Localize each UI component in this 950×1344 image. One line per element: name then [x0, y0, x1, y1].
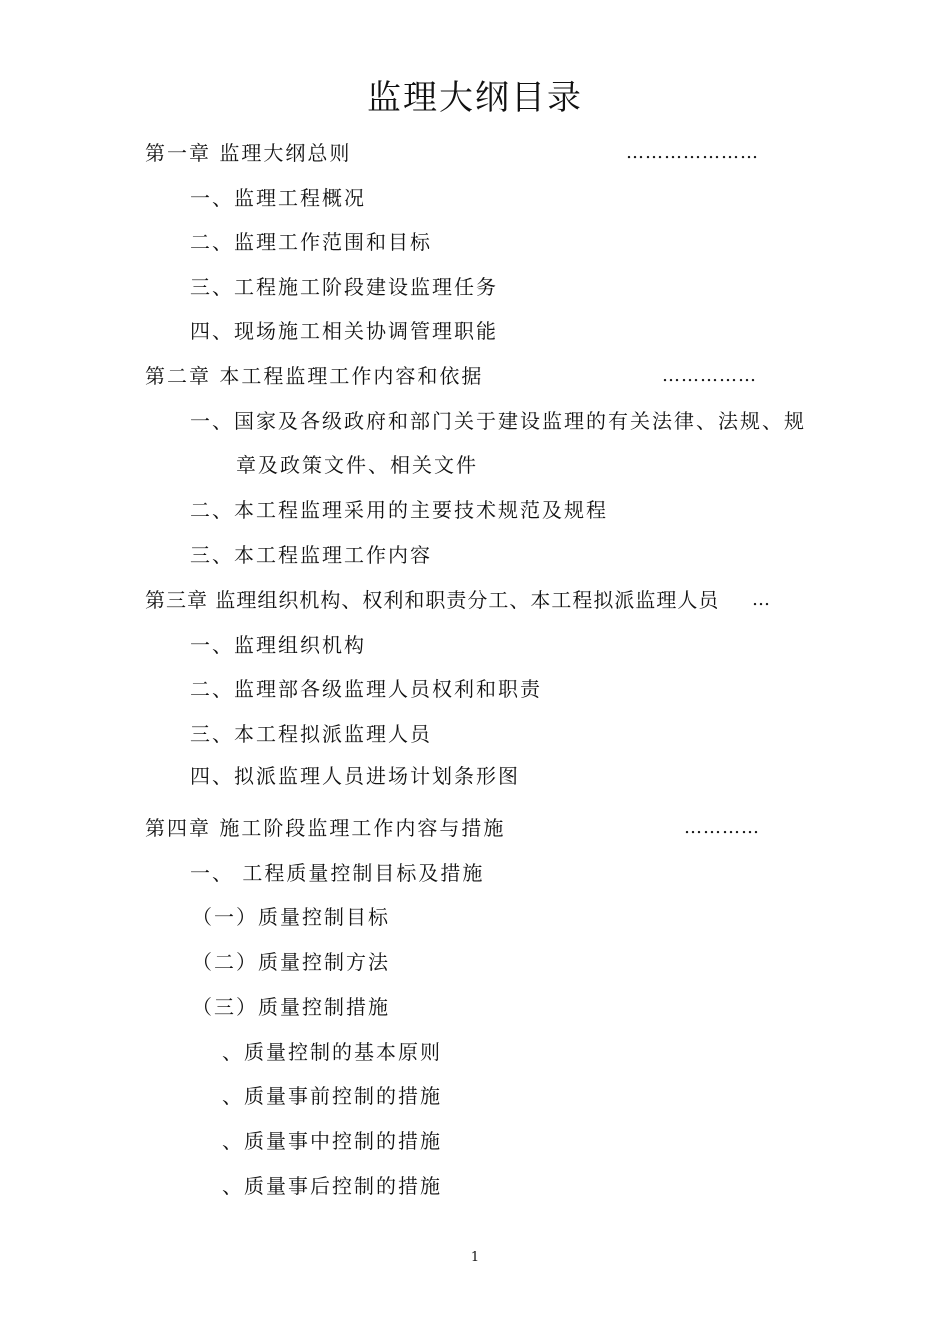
- toc-item: 一、国家及各级政府和部门关于建设监理的有关法律、法规、规: [190, 409, 806, 433]
- toc-item: 三、本工程拟派监理人员: [190, 722, 432, 746]
- toc-item: 四、现场施工相关协调管理职能: [190, 319, 498, 343]
- toc-item: 一、监理工程概况: [190, 186, 366, 210]
- toc-subsubitem: 、质量事前控制的措施: [222, 1084, 442, 1108]
- toc-item: 一、监理组织机构: [190, 633, 366, 657]
- toc-chapter-1: 第一章 监理大纲总则: [145, 141, 352, 165]
- toc-leader-1: …………………: [626, 142, 759, 163]
- toc-item: 一、 工程质量控制目标及措施: [190, 861, 485, 885]
- toc-subsubitem: 、质量控制的基本原则: [222, 1040, 442, 1064]
- toc-item: 三、工程施工阶段建设监理任务: [190, 275, 498, 299]
- toc-chapter-4: 第四章 施工阶段监理工作内容与措施: [145, 816, 506, 840]
- toc-subitem: （二）质量控制方法: [192, 950, 390, 974]
- toc-item: 二、本工程监理采用的主要技术规范及规程: [190, 498, 608, 522]
- toc-leader-2: ……………: [662, 365, 757, 386]
- toc-chapter-2: 第二章 本工程监理工作内容和依据: [145, 364, 484, 388]
- toc-leader-4: …………: [684, 817, 760, 838]
- toc-chapter-3: 第三章 监理组织机构、权利和职责分工、本工程拟派监理人员: [145, 588, 720, 612]
- page-number: 1: [470, 1250, 480, 1265]
- toc-subsubitem: 、质量事后控制的措施: [222, 1174, 442, 1198]
- toc-subitem: （一）质量控制目标: [192, 905, 390, 929]
- toc-leader-3: …: [752, 589, 771, 610]
- toc-subitem: （三）质量控制措施: [192, 995, 390, 1019]
- toc-item: 四、拟派监理人员进场计划条形图: [190, 764, 520, 788]
- toc-subsubitem: 、质量事中控制的措施: [222, 1129, 442, 1153]
- toc-item: 二、监理工作范围和目标: [190, 230, 432, 254]
- toc-item-continued: 章及政策文件、相关文件: [236, 453, 478, 477]
- toc-item: 二、监理部各级监理人员权利和职责: [190, 677, 542, 701]
- toc-item: 三、本工程监理工作内容: [190, 543, 432, 567]
- page-title: 监理大纲目录: [367, 78, 583, 118]
